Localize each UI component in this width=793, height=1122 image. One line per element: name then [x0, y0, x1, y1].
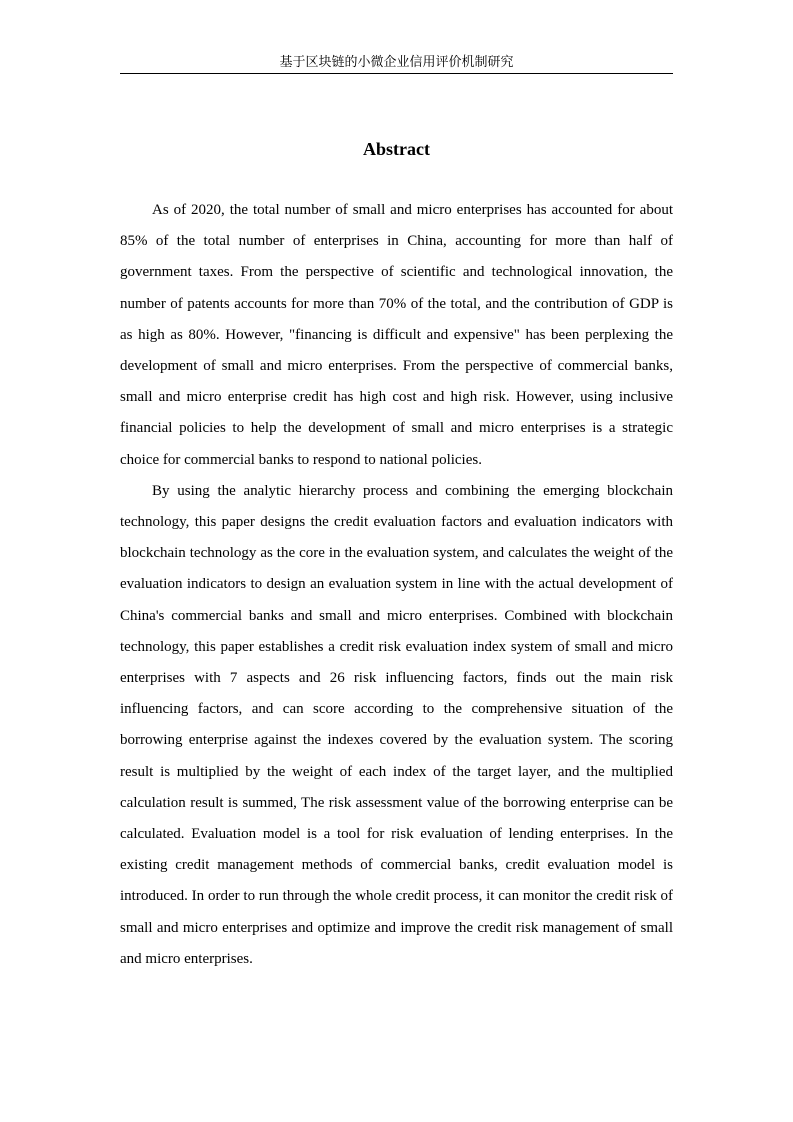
- abstract-paragraph-1: As of 2020, the total number of small and micro enterprises has accounted for about 85% of the total number of enterprises in China, accounting for more than half of government taxes. From the perspective of scientific and technological innovation, the number of patents accounts for more than 70% of the total, and the contribution of GDP is as high as 80%. However, "financing is difficult and expensive" has been perplexing the development of small and micro enterprises. From the perspective of commercial banks, small and micro enterprise credit has high cost and high risk. However, using inclusive financial policies to help the development of small and micro enterprises is a strategic choice for commercial banks to respond to national policies.: [120, 202, 673, 468]
- abstract-heading: Abstract: [363, 139, 430, 159]
- header-rule: [120, 73, 673, 74]
- running-header: 基于区块链的小微企业信用评价机制研究: [279, 55, 514, 70]
- abstract-paragraph-2: By using the analytic hierarchy process and combining the emerging blockchain technology, this paper designs the credit evaluation factors and evaluation indicators with blockchain technology as the core in the evaluation system, and calculates the weight of the evaluation indicators to design an evaluation system in line with the actual development of China's commercial banks and small and micro enterprises. Combined with blockchain technology, this paper establishes a credit risk evaluation index system of small and micro enterprises with 7 aspects and 26 risk influencing factors, finds out the main risk influencing factors, and can score according to the comprehensive situation of the borrowing enterprise against the indexes covered by the evaluation system. The scoring result is multiplied by the weight of each index of the target layer, and the multiplied calculation result is summed, The risk assessment value of the borrowing enterprise can be calculated. Evaluation model is a tool for risk evaluation of lending enterprises. In the existing credit management methods of commercial banks, credit evaluation model is introduced. In order to run through the whole credit process, it can monitor the credit risk of small and micro enterprises and optimize and improve the credit risk management of small and micro enterprises.: [120, 482, 673, 967]
- abstract-body: [120, 195, 673, 975]
